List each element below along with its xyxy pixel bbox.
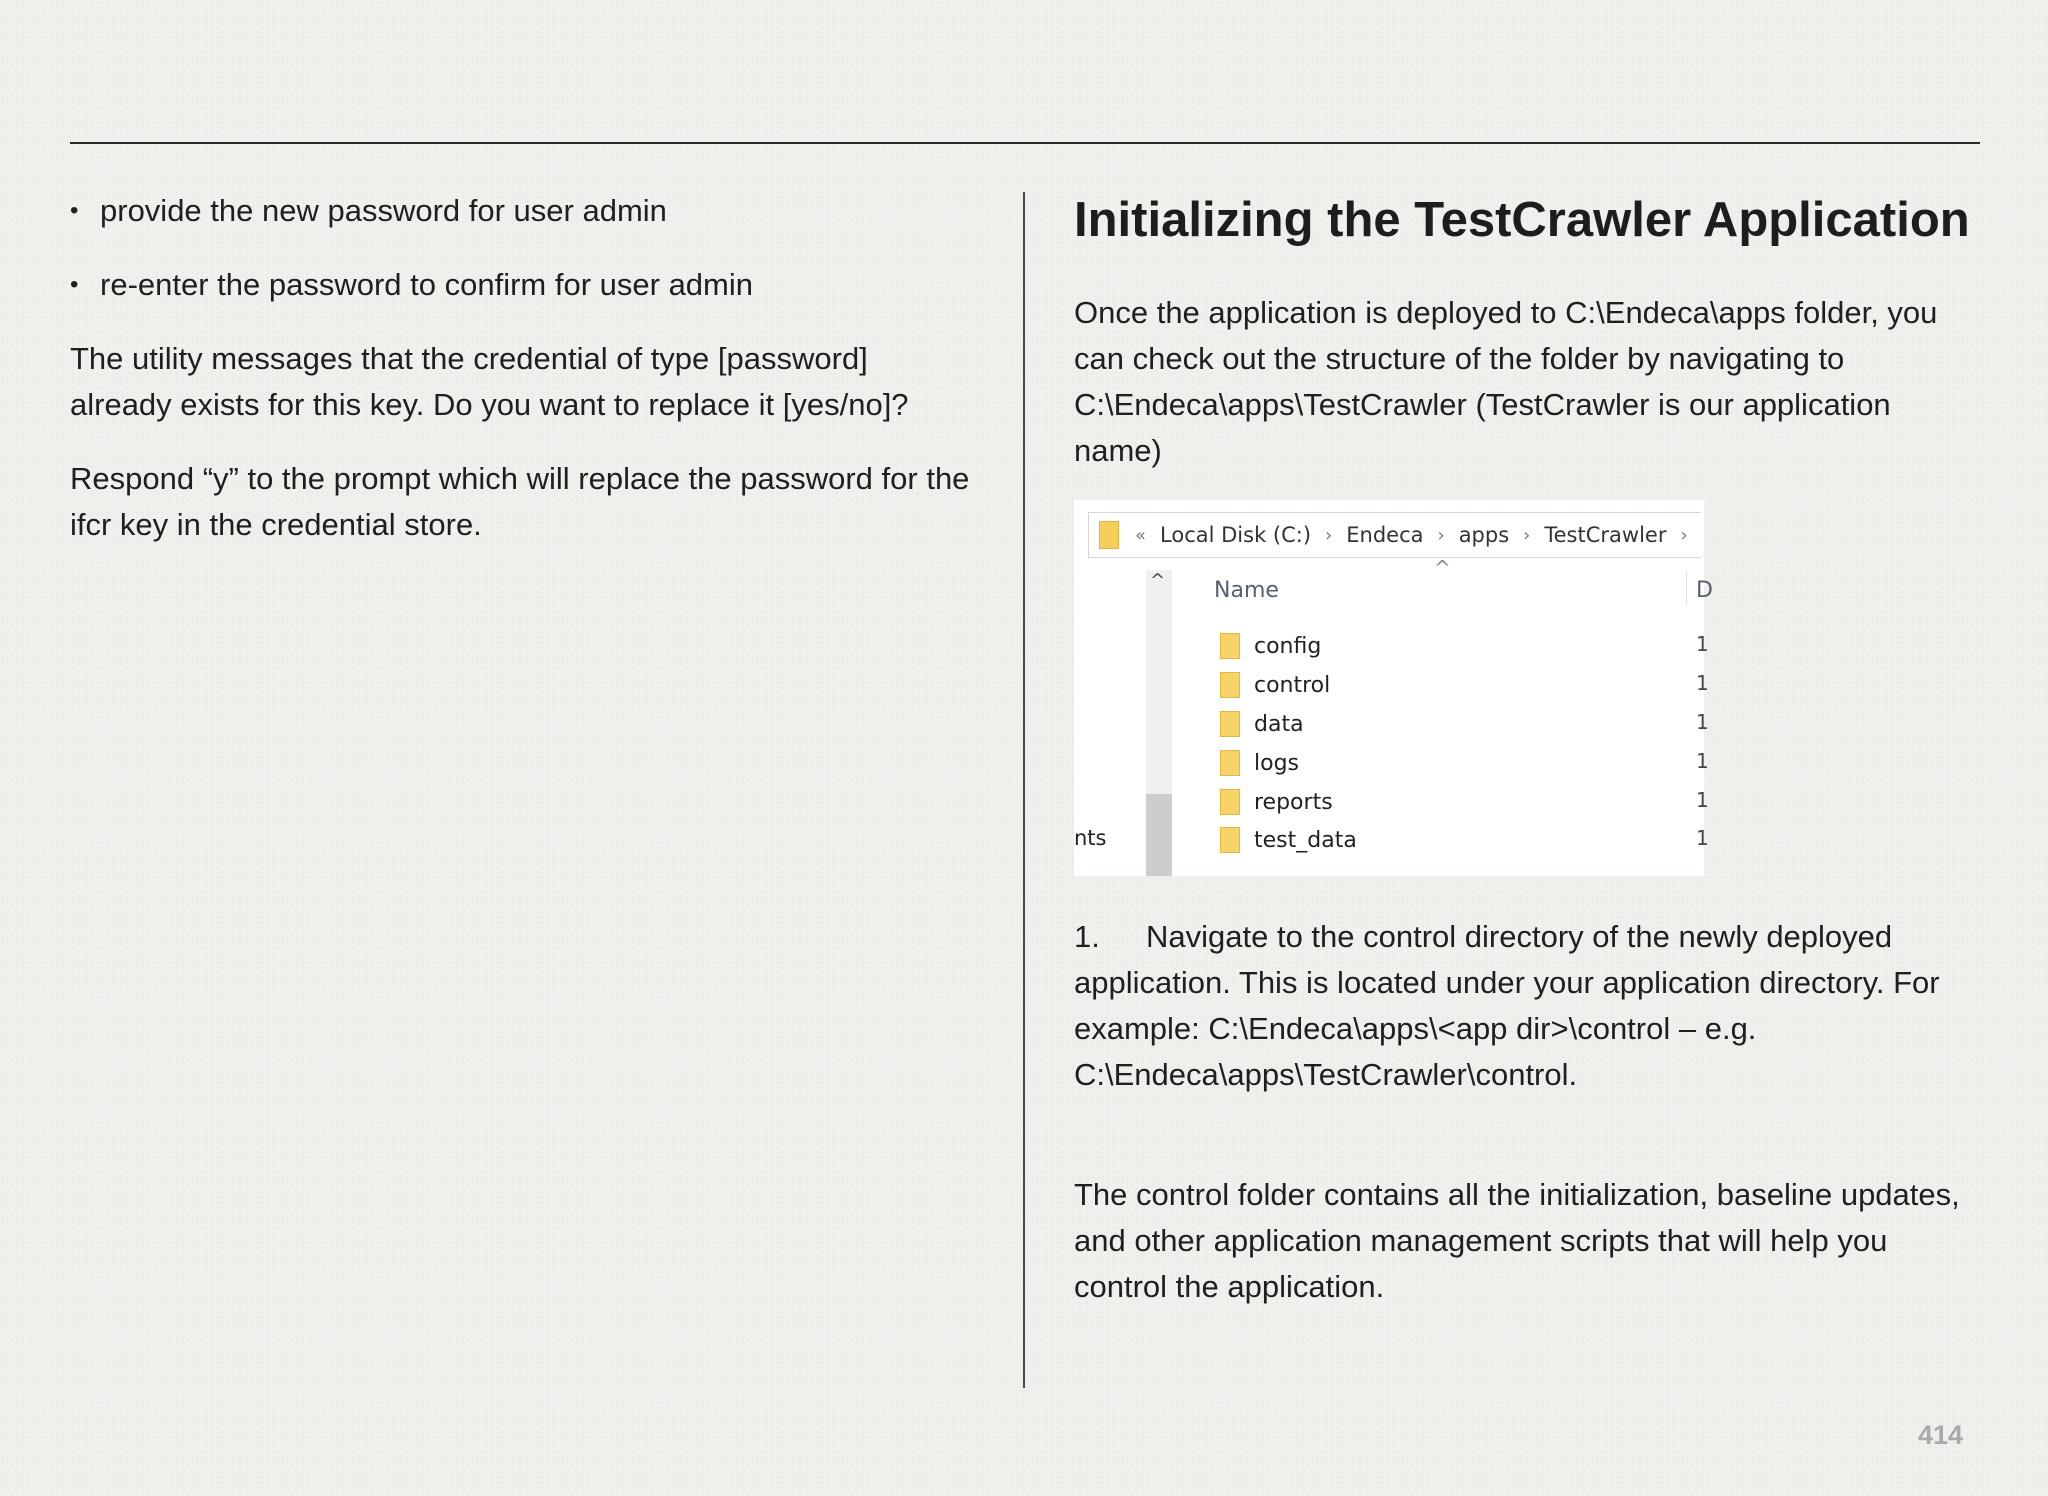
closing-paragraph: The control folder contains all the initialization, baseline updates, and other application management scripts that will help you control the application. [1074, 1177, 1960, 1304]
breadcrumb-testcrawler[interactable]: TestCrawler [1544, 523, 1667, 547]
steps-section [1074, 914, 1974, 1310]
bullet-item [70, 188, 970, 234]
chevron-right-icon: › [1325, 524, 1333, 546]
folder-icon [1220, 827, 1240, 853]
column-divider [1023, 192, 1025, 1388]
bullet-glyph: • [70, 197, 79, 224]
folder-date: 1 [1696, 710, 1709, 734]
folder-date: 1 [1696, 788, 1709, 812]
folder-icon [1220, 750, 1240, 776]
folder-date: 1 [1696, 632, 1709, 656]
folder-date: 1 [1696, 826, 1709, 850]
bullet-text: provide the new password for user admin [100, 193, 667, 228]
top-rule [70, 142, 1980, 144]
folder-row[interactable] [1220, 670, 1330, 700]
intro-paragraph: Once the application is deployed to C:\Endeca\apps folder, you can check out the structure of the folder by navigating to C:\Endeca\apps\TestCrawler (TestCrawler is our application name) [1074, 295, 1938, 468]
chevron-right-icon: › [1523, 524, 1531, 546]
nav-pane-item[interactable]: nts [1074, 826, 1107, 850]
folder-name: test_data [1254, 827, 1357, 853]
explorer-screenshot [1074, 500, 1713, 876]
step-text: Navigate to the control directory of the newly deployed application. This is located under your application directory. For example: C:\Endeca\apps\<app dir>\control – e.g. C:\Endeca\apps\TestCrawler\control. [1074, 919, 1940, 1092]
section-heading: Initializing the TestCrawler Application [1074, 193, 1970, 247]
folder-icon [1220, 633, 1240, 659]
breadcrumb-endeca[interactable]: Endeca [1346, 523, 1424, 547]
column-header-name[interactable]: Name [1214, 578, 1279, 603]
bullet-text: re-enter the password to confirm for user admin [100, 267, 753, 302]
folder-date: 1 [1696, 749, 1709, 773]
right-column [1074, 188, 1974, 474]
folder-row[interactable] [1220, 825, 1357, 855]
folder-name: reports [1254, 789, 1333, 815]
folder-name: logs [1254, 750, 1299, 776]
folder-icon [1220, 711, 1240, 737]
folder-date: 1 [1696, 671, 1709, 695]
breadcrumb-local-disk[interactable]: Local Disk (C:) [1160, 523, 1312, 547]
folder-icon [1099, 521, 1119, 549]
bullet-glyph: • [70, 271, 79, 298]
breadcrumb-apps[interactable]: apps [1458, 523, 1510, 547]
scroll-up-icon[interactable]: ^ [1150, 570, 1166, 591]
address-bar[interactable] [1088, 512, 1701, 558]
chevron-right-icon: › [1680, 524, 1688, 546]
folder-name: control [1254, 672, 1331, 698]
chevron-right-icon: › [1437, 524, 1445, 546]
step-number: 1. [1074, 919, 1100, 954]
folder-name: config [1254, 633, 1322, 659]
sort-asc-icon: ^ [1434, 556, 1451, 580]
back-chevron-icon[interactable]: « [1135, 524, 1147, 546]
folder-icon [1220, 672, 1240, 698]
step-item [1074, 914, 1974, 1098]
folder-row[interactable] [1220, 787, 1333, 817]
folder-name: data [1254, 711, 1304, 737]
paragraph-utility-message: The utility messages that the credential of type [password] already exists for this key. Do you want to replace it [yes/no]? [70, 341, 909, 422]
folder-row[interactable] [1220, 709, 1304, 739]
folder-row[interactable] [1220, 631, 1321, 661]
folder-row[interactable] [1220, 748, 1299, 778]
left-column [70, 188, 970, 576]
column-separator [1686, 570, 1687, 606]
scrollbar-thumb[interactable] [1146, 794, 1172, 876]
folder-icon [1220, 789, 1240, 815]
paragraph-respond: Respond “y” to the prompt which will replace the password for the ifcr key in the credential store. [70, 461, 970, 542]
bullet-item [70, 262, 970, 308]
column-header-date[interactable]: D [1696, 578, 1713, 603]
page-number: 414 [1918, 1420, 1964, 1450]
